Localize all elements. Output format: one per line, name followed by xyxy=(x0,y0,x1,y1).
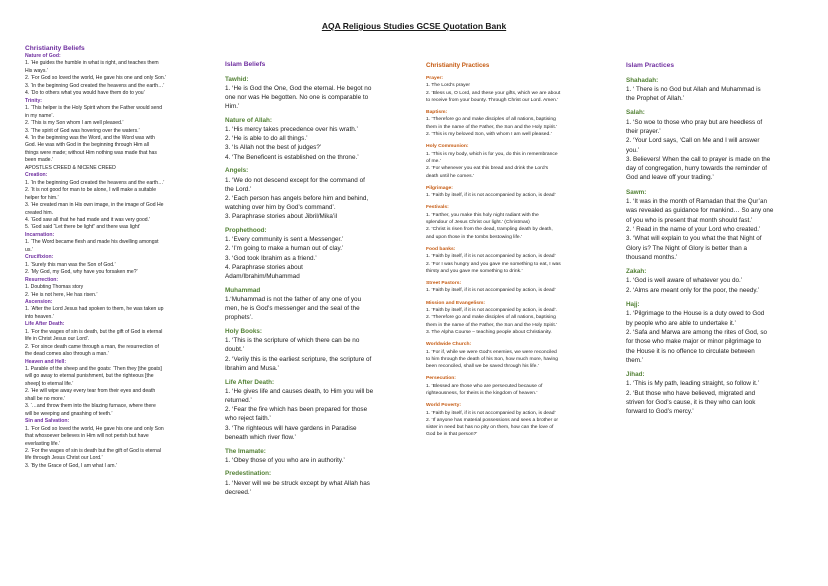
quote-line: one nor was He begotten. No one is comparable to xyxy=(225,93,369,101)
quote-line: 4. Paraphrase stories about xyxy=(225,263,303,271)
quote-section xyxy=(25,418,205,470)
section-title: Zakah: xyxy=(626,268,647,276)
quote-line: 1. ‘For if, while we were God’s enemies, we were reconciled xyxy=(426,349,557,355)
quote-line: 3. ‘God took Ibrahim as a friend.’ xyxy=(225,254,317,262)
quote-section xyxy=(225,447,400,465)
quote-line: 1. ‘Never will we be struck except by what Allah has xyxy=(225,479,370,487)
column-heading: Christianity Practices xyxy=(426,62,490,69)
section-title: Holy Communion: xyxy=(426,144,469,150)
quote-line: 2. ‘I’m going to make a human out of clay.’ xyxy=(225,245,344,253)
quote-line: of me.’ xyxy=(426,158,441,164)
quote-section xyxy=(626,188,804,262)
section-title: Shahadah: xyxy=(626,76,659,84)
section-title: Crucifixion: xyxy=(25,254,54,261)
quote-line: sister in need but has no pity on them, how can the love of xyxy=(426,425,554,431)
quote-line: 3. ‘By the Grace of God, I am what I am.’ xyxy=(25,462,118,469)
column-heading: Islam Beliefs xyxy=(225,61,266,68)
quote-line: 1. ‘We do not descend except for the command of xyxy=(225,176,365,184)
section-title: Tawhid: xyxy=(225,75,249,83)
quote-line: the House it is no offence to circulate between xyxy=(626,347,755,355)
quote-line: 2. ‘He will wipe away every tear from their eyes and death xyxy=(25,388,156,395)
quote-line: 1. ‘This is the scripture of which there can be no xyxy=(225,337,360,345)
quote-line: 1. ‘God is well aware of whatever you do.’ xyxy=(626,277,743,285)
quote-section xyxy=(426,300,606,336)
quote-line: 1. ‘Farther, you make this holy night radiant with the xyxy=(426,212,539,218)
quote-line: splendour of Jesus Christ our light.’ (Christmas) xyxy=(426,220,530,226)
quote-line: their prayer.’ xyxy=(626,127,661,135)
quote-line: His ways.’ xyxy=(25,67,48,74)
quote-line: 2. ‘It is not good for man to be alone, I will make a suitable xyxy=(25,187,157,194)
quote-line: 1. ‘Pilgrimage to the House is a duty owed to God xyxy=(626,310,765,318)
quote-line: watching over him by God’s command’. xyxy=(225,204,336,212)
quote-line: them in the name of the Father, the Son and the Holy Spirit.’ xyxy=(426,322,558,328)
quote-section xyxy=(426,246,606,275)
quote-line: 4. ‘God saw all that he had made and it was very good.’ xyxy=(25,216,151,223)
quote-line: 1. ‘This helper is the Holy Spirit whom the Father would send xyxy=(25,105,163,112)
quote-line: that whosoever believes in Him will not perish but have xyxy=(25,433,149,440)
quote-section xyxy=(25,172,205,232)
quote-line: 3. Believers! When the call to prayer is made on the xyxy=(626,155,771,163)
section-title: The Imamate: xyxy=(225,447,266,455)
section-title: Worldwide Church: xyxy=(426,342,472,348)
column-islam-beliefs xyxy=(225,60,400,497)
quote-line: to receive from your bounty. Through Christ our Lord. Amen.’ xyxy=(426,97,559,103)
quote-line: death until he comes.’ xyxy=(426,173,475,179)
quote-line: 1. ‘This is my body, which is for you, do this in remembrance xyxy=(426,151,558,157)
quote-line: everlasting life.’ xyxy=(25,440,61,447)
section-title: Incarnation: xyxy=(25,231,55,238)
quote-line: helper for him.’ xyxy=(25,194,59,201)
quote-line: 3. ‘What will explain to you what the that Night of xyxy=(626,235,762,243)
quote-line: 1. ‘Faith by itself, if it is not accompanied by action, is dead’ xyxy=(426,193,556,199)
quote-line: 2. ‘For whenever you eat this bread and drink the Lord’s xyxy=(426,166,549,172)
quote-line: righteousness, for theirs is the kingdom of heaven.’ xyxy=(426,390,538,396)
quote-section xyxy=(25,98,205,173)
quote-line: 4. ‘Do to others what you would have them do to you’ xyxy=(25,90,145,97)
section-title: Street Pastors: xyxy=(426,281,462,287)
section-title: World Poverty: xyxy=(426,403,462,409)
quote-line: 2. ‘But those who have believed, migrated and xyxy=(626,389,756,397)
column-christianity-beliefs xyxy=(25,44,205,470)
quote-section xyxy=(626,267,804,295)
quote-line: 1. ‘Faith by itself, if it is not accompanied by action, is dead’ xyxy=(426,288,556,294)
quote-line: Adam/Ibrahim/Muhammad xyxy=(225,273,300,281)
quote-line: created him. xyxy=(25,209,54,216)
quote-line: Ibrahim and Musa.’ xyxy=(225,364,279,372)
quote-line: them in the name of the Father, the Son and the Holy Spirit.’ xyxy=(426,124,558,130)
quote-section xyxy=(426,204,606,240)
quote-line: 1. ‘The Word became flesh and made his dwelling amongst xyxy=(25,239,159,246)
section-title: Festivals: xyxy=(426,205,449,211)
quote-line: 3. The Alpha Course – teaching people about Christianity. xyxy=(426,329,552,335)
section-title: Holy Books: xyxy=(225,328,263,336)
section-title: Sawm: xyxy=(626,188,647,196)
section-title: Nature of God: xyxy=(25,53,61,59)
quote-line: 2. ‘My God, my God, why have you forsaken me?’ xyxy=(25,269,138,276)
quote-line: 2. ‘Christ is risen from the dead, trampling death by death, xyxy=(426,227,553,233)
quote-line: sheep] to eternal life.’ xyxy=(25,380,74,387)
quote-section xyxy=(25,53,205,98)
quote-line: prophets’. xyxy=(225,314,253,322)
quote-line: Glory is? The Night of Glory is better than a xyxy=(626,244,747,252)
quote-section xyxy=(426,402,606,438)
section-title: Sin and Salvation: xyxy=(25,418,70,425)
section-title: Trinity: xyxy=(25,97,42,104)
quote-section xyxy=(225,226,400,281)
quote-line: 3. ‘…and throw them into the blazing furnace, where there xyxy=(25,403,156,410)
section-title: Baptism: xyxy=(426,110,448,116)
section-title: Nature of Allah: xyxy=(225,116,272,124)
quote-line: 2. ‘Bless us, O Lord, and these your gifts, which we are about xyxy=(426,90,561,96)
quote-line: by people who are able to undertake it.’ xyxy=(626,319,736,327)
quote-line: 2. ‘He is not here, He has risen.’ xyxy=(25,291,98,298)
section-title: Salah: xyxy=(626,109,645,117)
quote-section xyxy=(25,359,205,419)
quote-line: into heaven.’ xyxy=(25,313,54,320)
quote-line: 2. ‘Verily this is the earliest scripture, the scripture of xyxy=(225,355,372,363)
quote-line: 2. ‘For God so loved the world, He gave his one and only Son.’ xyxy=(25,75,167,82)
quote-line: for those who make major or minor pilgrimage to xyxy=(626,338,762,346)
quote-line: striven for God’s cause, it is they who can look xyxy=(626,399,756,406)
quote-section xyxy=(25,299,205,321)
quote-line: 1. ‘Therefore go and make disciples of all nations, baptising xyxy=(426,117,556,123)
quote-line: 1. The Lord’s prayer xyxy=(426,83,471,89)
quote-line: 1. ‘His mercy takes precedence over his wrath.’ xyxy=(225,126,358,134)
quote-line: 1. ‘Every community is sent a Messenger.’ xyxy=(225,236,344,244)
quote-line: who reject faith.’ xyxy=(225,415,271,423)
quote-line: things were made; without Him nothing was made that has xyxy=(25,149,157,156)
quote-line: 1. ‘After the Lord Jesus had spoken to them, he was taken up xyxy=(25,306,164,313)
quote-line: 3. ‘He created man in His own image, in the image of God He xyxy=(25,202,164,209)
quote-line: APOSTLES CREED & NICENE CREED xyxy=(25,164,116,171)
quote-line: 3. ‘The spirit of God was hovering over the waters.’ xyxy=(25,127,140,134)
quote-line: 4. ‘The Beneficent is established on the throne.’ xyxy=(225,153,359,161)
quote-line: 3. ‘Is Allah not the best of judges?’ xyxy=(225,144,322,152)
quote-line: 2. ‘This is my beloved Son, with whom I am well pleased.’ xyxy=(426,132,552,138)
section-title: Prophethood: xyxy=(225,227,267,235)
quote-section xyxy=(626,108,804,182)
quote-section xyxy=(626,76,804,104)
quote-line: 5. ‘God said “Let there be light” and there was light’ xyxy=(25,224,141,231)
section-title: Hajj: xyxy=(626,301,640,309)
section-title: Persecution: xyxy=(426,376,456,382)
quote-section xyxy=(426,143,606,179)
quote-line: 1. Doubting Thomas story xyxy=(25,284,84,291)
quote-section xyxy=(225,327,400,373)
column-islam-practices xyxy=(626,61,804,417)
quote-line: 1. ‘He guides the humble in what is right, and teaches them xyxy=(25,60,159,67)
section-title: Resurrection: xyxy=(25,276,59,283)
quote-line: God be in that person?’ xyxy=(426,432,478,438)
quote-line: 3. ‘The righteous will have gardens in Paradise xyxy=(225,424,357,432)
quote-line: was revealed as guidance for mankind… So any one xyxy=(626,207,774,215)
quote-line: life in Christ Jesus our Lord’. xyxy=(25,336,90,343)
quote-line: 2. ‘If anyone has material possessions and sees a brother or xyxy=(426,417,559,423)
quote-section xyxy=(426,75,606,104)
quote-line: 2. ‘For since death came through a man, the resurrection of xyxy=(25,343,159,350)
quote-section xyxy=(426,280,606,295)
quote-section xyxy=(225,469,400,497)
quote-line: 4. ‘In the beginning was the Word, and the Word was with xyxy=(25,134,155,141)
section-title: Muhammad xyxy=(225,286,261,294)
quote-section xyxy=(626,300,804,365)
quote-line: in my name’. xyxy=(25,112,54,119)
quote-line: 1. ‘For the wages of sin is death, but the gift of God is eternal xyxy=(25,328,163,335)
quote-line: of you who is present that month should fast.’ xyxy=(626,216,753,224)
quote-line: 1. ‘For God so loved the world, He gave his one and only Son xyxy=(25,425,164,432)
quote-line: the dead comes also through a man.’ xyxy=(25,351,109,358)
section-title: Prayer: xyxy=(426,76,444,81)
quote-line: them.’ xyxy=(626,356,644,364)
quote-line: day of congregation, hurry towards the reminder of xyxy=(626,165,768,173)
quote-line: men, he is God’s messenger and the seal of the xyxy=(225,305,360,313)
quote-section xyxy=(225,75,400,112)
quote-line: the Prophet of Allah.’ xyxy=(626,95,685,103)
quote-line: forward to God’s mercy.’ xyxy=(626,408,694,416)
quote-line: 3. Paraphrase stories about Jibril/Mika’il xyxy=(225,213,338,221)
quote-line: the Lord.’ xyxy=(225,185,252,193)
quote-line: 2. ‘For I was hungry and you gave me something to eat, I was xyxy=(426,261,561,267)
quote-section xyxy=(426,375,606,397)
quote-section xyxy=(225,116,400,162)
quote-line: God and leave off your trading.’ xyxy=(626,174,714,182)
quote-line: 1. ‘Blessed are those who are persecuted because of xyxy=(426,383,543,389)
quote-line: been made.’ xyxy=(25,157,54,164)
quote-line: 1. ‘This is My path, leading straight, so follow it.’ xyxy=(626,380,759,388)
quote-section xyxy=(626,370,804,416)
quote-line: 2. ‘Therefore go and make disciples of all nations, baptising xyxy=(426,315,556,321)
quote-line: 1. ‘It was in the month of Ramadan that the Qur’an xyxy=(626,198,767,206)
quote-line: doubt.’ xyxy=(225,346,245,354)
quote-section xyxy=(426,341,606,370)
quote-line: will be weeping and gnashing of teeth.’ xyxy=(25,410,113,417)
quote-line: and upon those in the tombs bestowing life.’ xyxy=(426,234,523,240)
quote-line: 3. ‘In the beginning God created the heavens and the earth…’ xyxy=(25,82,165,89)
quote-section xyxy=(25,232,205,254)
quote-line: thirsty and you gave me something to drink.’ xyxy=(426,268,523,274)
quote-section xyxy=(225,378,400,442)
section-title: Heaven and Hell: xyxy=(25,358,67,365)
quote-line: 1. ‘He is God the One, God the eternal. He begot no xyxy=(225,84,372,92)
quote-line: decreed.’ xyxy=(225,488,252,496)
quote-line: 2. ‘Each person has angels before him and behind, xyxy=(225,194,369,202)
quote-section xyxy=(426,109,606,138)
quote-line: 2. ‘He is able to do all things.’ xyxy=(225,135,308,143)
quote-line: returned.’ xyxy=(225,397,252,404)
section-title: Food banks: xyxy=(426,246,456,252)
column-heading: Islam Practices xyxy=(626,62,675,69)
section-title: Pilgrimage: xyxy=(426,185,453,191)
section-title: Creation: xyxy=(25,172,48,179)
quote-line: 1. ‘Faith by itself, if it is not accompanied by action, is dead’ xyxy=(426,254,556,260)
column-christianity-practices xyxy=(426,61,606,439)
quote-line: will go away to eternal punishment, but the righteous [the xyxy=(25,373,154,380)
quote-line: thousand months.’ xyxy=(626,253,678,261)
quote-line: 2. ‘ Read in the name of your Lord who created.’ xyxy=(626,225,761,233)
quote-section xyxy=(25,254,205,276)
quote-line: 1. ‘In the beginning God created the heavens and the earth…’ xyxy=(25,179,165,186)
section-title: Ascension: xyxy=(25,298,53,305)
quote-section xyxy=(25,277,205,299)
quote-line: 1. ‘Obey those of you who are in authority.’ xyxy=(225,456,345,464)
quote-line: been reconciled, shall we be saved through his life.’ xyxy=(426,364,539,370)
quote-line: 2. ‘For the wages of sin is death but the gift of God is eternal xyxy=(25,448,161,455)
quote-line: to him through the death of his Son, how much more, having xyxy=(426,356,559,362)
quote-line: shall be no more.’ xyxy=(25,395,66,402)
document-title: AQA Religious Studies GCSE Quotation Bank xyxy=(321,21,507,31)
quote-section xyxy=(225,166,400,221)
quote-line: you.’ xyxy=(626,146,640,154)
quote-line: life through Jesus Christ our Lord.’ xyxy=(25,455,103,462)
quote-line: us.’ xyxy=(25,246,33,253)
quote-section xyxy=(426,185,606,200)
quote-line: 1. ‘He gives life and causes death, to Him you will be xyxy=(225,387,374,395)
quote-line: 1. Parable of the sheep and the goats: ‘Then they [the goats] xyxy=(25,366,162,373)
quote-line: 2. ‘Your Lord says, ‘Call on Me and I will answer xyxy=(626,137,760,145)
quote-line: 2. ‘Fear the fire which has been prepared for those xyxy=(225,406,368,414)
quote-line: God. He was with God in the beginning through Him all xyxy=(25,142,150,149)
section-title: Mission and Evangelism: xyxy=(426,300,485,306)
quote-line: 1. ‘So woe to those who pray but are heedless of xyxy=(626,118,763,126)
quote-line: 1. ‘ There is no God but Allah and Muhammad is xyxy=(626,85,761,93)
quote-line: 2. ‘Safa and Marwa are among the rites of God, so xyxy=(626,328,768,336)
quote-line: 2. ‘This is my Son whom I am well pleased.’ xyxy=(25,120,124,127)
quote-line: 1.‘Muhammad is not the father of any one of you xyxy=(225,295,362,303)
section-title: Life After Death: xyxy=(25,321,65,328)
quote-line: beneath which river flow.’ xyxy=(225,433,296,441)
quote-line: 1. ‘Surely this man was the Son of God.’ xyxy=(25,261,116,268)
column-heading: Christianity Beliefs xyxy=(25,45,85,52)
quote-line: Him.’ xyxy=(225,103,240,111)
quote-line: 1. ‘Faith by itself, if it is not accompanied by action, is dead’. xyxy=(426,308,557,314)
quote-section xyxy=(25,321,205,358)
section-title: Predestination: xyxy=(225,470,272,478)
quote-line: 2. ‘Alms are meant only for the poor, the needy.’ xyxy=(626,286,760,294)
section-title: Life After Death: xyxy=(225,378,275,386)
quote-line: 1. ‘Faith by itself, if it is not accompanied by action, is dead’ xyxy=(426,410,556,416)
section-title: Jihad: xyxy=(626,371,645,379)
section-title: Angels: xyxy=(225,167,249,175)
quote-section xyxy=(225,286,400,323)
